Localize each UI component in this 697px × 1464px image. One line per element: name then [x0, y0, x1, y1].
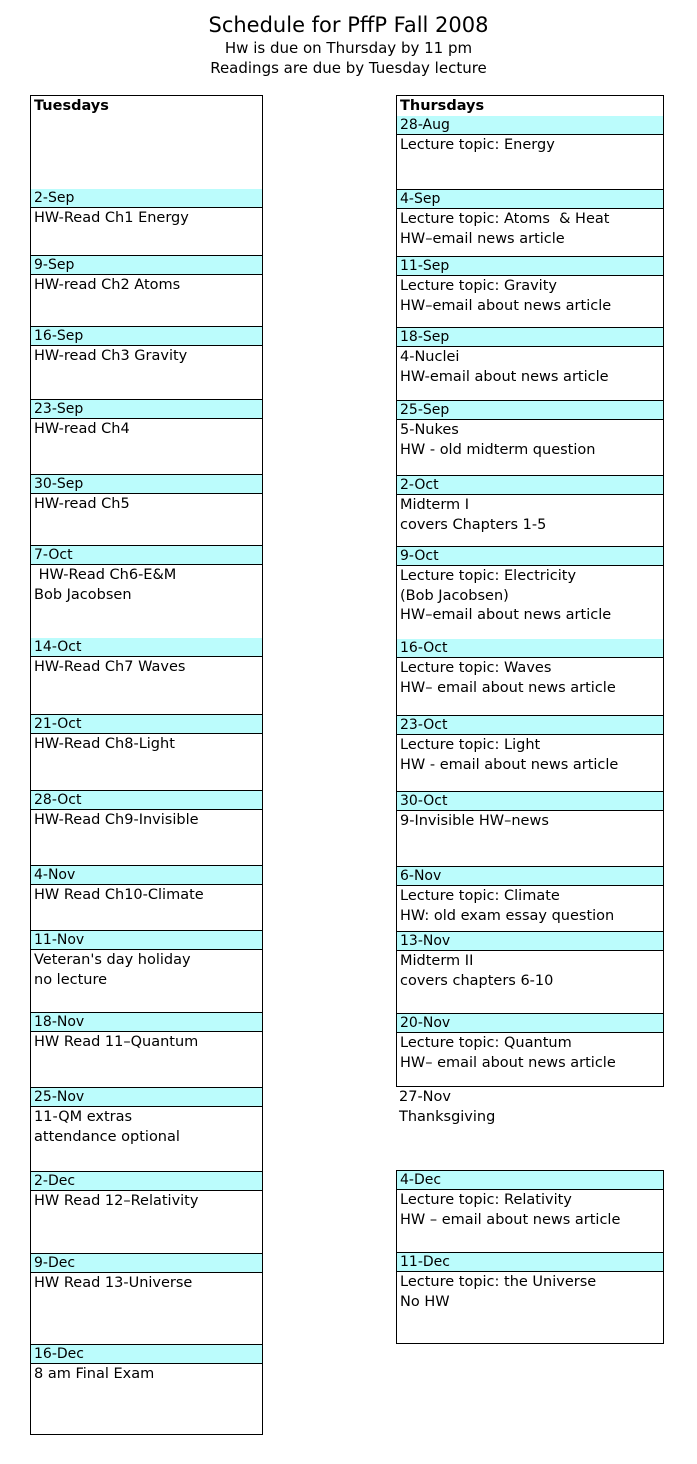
tuesday-text: HW-read Ch5: [34, 496, 130, 512]
thursday-row: [397, 401, 663, 476]
thursday-text: HW– email about news article: [400, 1054, 616, 1071]
tuesday-date: 9-Sep: [31, 256, 262, 275]
thursdays-header: Thursdays: [400, 98, 485, 114]
tuesday-row: [31, 1172, 262, 1254]
thursday-text: HW: old exam essay question: [400, 907, 615, 924]
thursday-text: HW - email about news article: [400, 756, 619, 773]
thursday-text: Lecture topic: the Universe: [400, 1274, 597, 1290]
tuesday-text: HW-read Ch4: [34, 421, 130, 437]
tuesday-text: HW-Read Ch7 Waves: [34, 659, 186, 675]
tuesday-text: HW Read Ch10-Climate: [34, 887, 204, 903]
tuesday-text: HW-Read Ch9-Invisible: [34, 812, 199, 828]
tuesday-text: HW-Read Ch8-Light: [34, 736, 175, 752]
tuesday-row: [31, 866, 262, 931]
thursday-row: [397, 1253, 663, 1345]
tuesday-row: [31, 475, 262, 546]
page-title: Schedule for PffP Fall 2008: [208, 13, 489, 37]
thursday-row: [397, 639, 663, 716]
tuesday-date: 14-Oct: [31, 638, 262, 657]
tuesday-date: 28-Oct: [31, 791, 262, 810]
thursday-text: 4-Nuclei: [400, 349, 460, 365]
tuesday-date: 18-Nov: [31, 1013, 262, 1032]
thursday-row: [397, 867, 663, 932]
thursday-text: 9-Invisible HW–news: [400, 813, 549, 829]
thursday-date: 4-Dec: [397, 1171, 663, 1190]
tuesday-text: Bob Jacobsen: [34, 586, 132, 603]
tuesday-row: [31, 715, 262, 791]
thursday-row: [397, 792, 663, 867]
tuesday-row: [31, 1013, 262, 1088]
tuesday-text: 8 am Final Exam: [34, 1366, 155, 1382]
tuesday-date: 4-Nov: [31, 866, 262, 885]
thursday-row: [397, 190, 663, 257]
tuesday-date: 23-Sep: [31, 400, 262, 419]
thursday-text: covers chapters 6-10: [400, 972, 554, 989]
tuesday-text: HW-Read Ch1 Energy: [34, 210, 189, 226]
thursday-date: 6-Nov: [397, 867, 663, 886]
thursday-text: Lecture topic: Relativity: [400, 1192, 572, 1208]
tuesday-row: [31, 931, 262, 1013]
thursday-date: 18-Sep: [397, 328, 663, 347]
thursday-date: 16-Oct: [397, 639, 663, 658]
thursday-text: HW–email news article: [400, 230, 565, 247]
thursday-date: 2-Oct: [397, 476, 663, 495]
tuesday-row: [31, 791, 262, 866]
thursday-date: 30-Oct: [397, 792, 663, 811]
thursday-text: Lecture topic: Energy: [400, 137, 555, 153]
tuesday-date: 11-Nov: [31, 931, 262, 950]
thursday-date: 11-Sep: [397, 257, 663, 276]
thursday-text: HW – email about news article: [400, 1211, 621, 1228]
tuesday-text: 11-QM extras: [34, 1109, 133, 1125]
tuesday-text: HW Read 11–Quantum: [34, 1034, 199, 1050]
thursday-text: Lecture topic: Light: [400, 737, 541, 753]
thursday-date: 11-Dec: [397, 1253, 663, 1272]
thursday-date: 13-Nov: [397, 932, 663, 951]
tuesday-date: 25-Nov: [31, 1088, 262, 1107]
thursday-text: Lecture topic: Atoms & Heat: [400, 211, 610, 227]
thursday-text: HW– email about news article: [400, 679, 616, 696]
tuesday-text: HW Read 13-Universe: [34, 1275, 193, 1291]
tuesday-row: [31, 189, 262, 256]
thursday-text: Midterm I: [400, 497, 470, 513]
thursday-date: 4-Sep: [397, 190, 663, 209]
thursday-date: 25-Sep: [397, 401, 663, 420]
thursday-row: [397, 932, 663, 1014]
thursday-date: 20-Nov: [397, 1014, 663, 1033]
thursday-date: 28-Aug: [397, 116, 663, 135]
tuesday-row: [31, 1254, 262, 1345]
thursday-row: [397, 476, 663, 547]
thursdays-column-december: [396, 1170, 664, 1344]
thursday-text: No HW: [400, 1293, 450, 1310]
tuesday-date: 16-Sep: [31, 327, 262, 346]
tuesday-date: 21-Oct: [31, 715, 262, 734]
tuesday-date: 2-Dec: [31, 1172, 262, 1191]
tuesday-text: HW Read 12–Relativity: [34, 1193, 199, 1209]
holiday-label: Thanksgiving: [399, 1109, 496, 1125]
tuesday-text: HW-read Ch3 Gravity: [34, 348, 188, 364]
tuesdays-column: [30, 95, 263, 1435]
tuesday-text: no lecture: [34, 971, 108, 988]
thursday-row: [397, 1171, 663, 1253]
readings-due-note: Readings are due by Tuesday lecture: [210, 59, 487, 77]
thursday-date: 23-Oct: [397, 716, 663, 735]
thursday-row: [397, 328, 663, 401]
thursday-text: Lecture topic: Electricity: [400, 568, 577, 584]
tuesday-row: [31, 1345, 262, 1436]
thursday-date: 9-Oct: [397, 547, 663, 566]
thursday-text: Lecture topic: Quantum: [400, 1035, 572, 1051]
thursday-text: HW–email about news article: [400, 297, 612, 314]
thursday-text: Midterm II: [400, 953, 474, 969]
thursday-text: HW - old midterm question: [400, 441, 596, 458]
tuesday-text: attendance optional: [34, 1128, 180, 1145]
tuesday-text: HW-Read Ch6-E&M: [34, 567, 177, 583]
tuesday-row: [31, 256, 262, 327]
holiday-date: 27-Nov: [399, 1089, 451, 1105]
thursday-row: [397, 716, 663, 792]
thursday-text: 5-Nukes: [400, 422, 459, 438]
tuesday-text: Veteran's day holiday: [34, 952, 191, 968]
thursday-text: HW–email about news article: [400, 607, 612, 623]
tuesday-row: [31, 400, 262, 475]
tuesday-date: 2-Sep: [31, 189, 262, 208]
thursday-text: Lecture topic: Climate: [400, 888, 560, 904]
tuesday-row: [31, 327, 262, 400]
thursday-text: covers Chapters 1-5: [400, 516, 547, 533]
thursday-row: [397, 257, 663, 328]
tuesday-row: [31, 638, 262, 715]
tuesday-date: 16-Dec: [31, 1345, 262, 1364]
homework-due-note: Hw is due on Thursday by 11 pm: [224, 39, 473, 57]
tuesday-date: 7-Oct: [31, 546, 262, 565]
thursdays-column: [396, 95, 664, 1087]
thursday-text: (Bob Jacobsen): [400, 587, 509, 604]
thursday-text: HW-email about news article: [400, 368, 609, 385]
tuesday-date: 9-Dec: [31, 1254, 262, 1273]
thursday-row: [397, 116, 663, 190]
tuesday-text: HW-read Ch2 Atoms: [34, 277, 181, 293]
thursday-text: Lecture topic: Waves: [400, 660, 552, 676]
tuesday-date: 30-Sep: [31, 475, 262, 494]
tuesday-row: [31, 546, 262, 639]
thursday-row: [397, 547, 663, 640]
tuesdays-header: Tuesdays: [34, 98, 109, 114]
thursday-text: Lecture topic: Gravity: [400, 278, 557, 294]
tuesday-row: [31, 1088, 262, 1172]
thursday-row: [397, 1014, 663, 1088]
